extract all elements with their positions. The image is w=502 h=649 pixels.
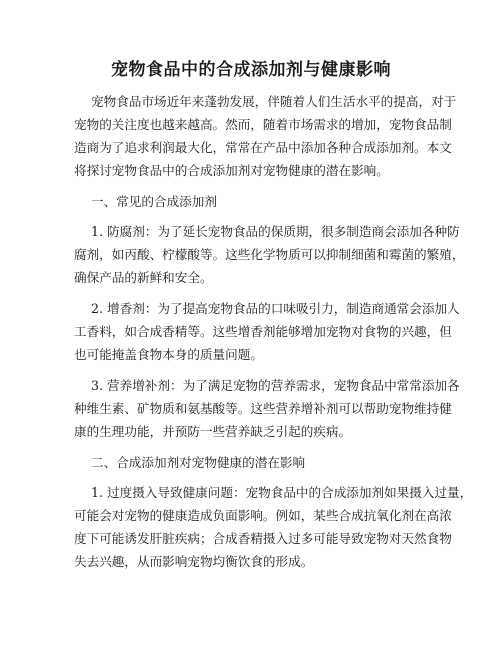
item-4-line-3: 度下可能诱发肝脏疾病；合成香精摄入过多可能导致宠物对天然食物 xyxy=(74,531,452,546)
item-1-line-3: 确保产品的新鲜和安全。 xyxy=(74,270,213,285)
section-heading-2: 二、合成添加剂对宠物健康的潜在影响 xyxy=(91,455,306,470)
item-4-line-1: 1. 过度摄入导致健康问题：宠物食品中的合成添加剂如果摄入过量， xyxy=(91,485,473,500)
intro-line-1: 宠物食品市场近年来蓬勃发展，伴随着人们生活水平的提高，对于 xyxy=(91,94,457,109)
intro-line-2: 宠物的关注度也越来越高。然而，随着市场需求的增加，宠物食品制 xyxy=(74,117,452,132)
item-2-line-1: 2. 增香剂：为了提高宠物食品的口味吸引力，制造商通常会添加人 xyxy=(91,301,460,316)
item-2-line-2: 工香料，如合成香精等。这些增香剂能够增加宠物对食物的兴趣，但 xyxy=(74,324,452,339)
item-1-line-2: 腐剂，如丙酸、柠檬酸等。这些化学物质可以抑制细菌和霉菌的繁殖， xyxy=(74,247,465,262)
item-4-line-4: 失去兴趣，从而影响宠物均衡饮食的形成。 xyxy=(74,554,314,569)
item-1-line-1: 1. 防腐剂：为了延长宠物食品的保质期，很多制造商会添加各种防 xyxy=(91,224,460,239)
section-heading-1: 一、常见的合成添加剂 xyxy=(91,194,217,209)
item-2-line-3: 也可能掩盖食物本身的质量问题。 xyxy=(74,347,263,362)
intro-line-4: 将探讨宠物食品中的合成添加剂对宠物健康的潜在影响。 xyxy=(74,163,389,178)
item-3-line-2: 种维生素、矿物质和氨基酸等。这些营养增补剂可以帮助宠物维持健 xyxy=(74,401,452,416)
item-3-line-3: 康的生理功能，并预防一些营养缺乏引起的疾病。 xyxy=(74,424,352,439)
item-3-line-1: 3. 营养增补剂：为了满足宠物的营养需求，宠物食品中常常添加各 xyxy=(91,378,460,393)
document-title: 宠物食品中的合成添加剂与健康影响 xyxy=(111,60,391,80)
item-4-line-2: 可能会对宠物的健康造成负面影响。例如，某些合成抗氧化剂在高浓 xyxy=(74,508,452,523)
intro-line-3: 造商为了追求利润最大化，常常在产品中添加各种合成添加剂。本文 xyxy=(74,140,452,155)
